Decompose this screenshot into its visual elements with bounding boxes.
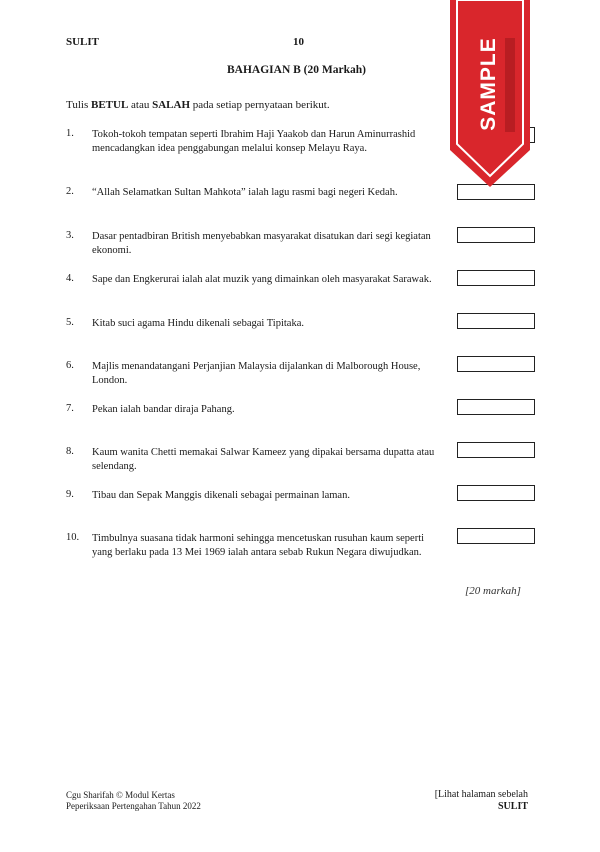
question-text: Timbulnya suasana tidak harmoni sehingga mencetuskan rusuhan kaum seperti yang berlaku pada 13 Mei 1969 ialah antara sebab Rukun Negara diwujudkan. bbox=[92, 533, 425, 558]
page-number: 10 bbox=[293, 36, 304, 48]
instruction-pre: Tulis bbox=[66, 99, 91, 111]
question-text: Tokoh-tokoh tempatan seperti Ibrahim Haji Yaakob dan Harun Aminurrashid mencadangkan idea penggabungan melalui konsep Melayu Raya. bbox=[92, 129, 416, 154]
question-text: Pekan ialah bandar diraja Pahang. bbox=[92, 404, 235, 415]
question-number: 4. bbox=[66, 273, 74, 284]
instruction bbox=[66, 99, 330, 111]
total-marks: [20 markah] bbox=[465, 585, 521, 597]
answer-box[interactable] bbox=[457, 356, 535, 372]
question-number: 10. bbox=[66, 532, 80, 543]
instruction-mid: atau bbox=[128, 99, 153, 111]
answer-box[interactable] bbox=[457, 270, 535, 286]
footer-credit-line2: Peperiksaan Pertengahan Tahun 2022 bbox=[66, 801, 201, 811]
question-number: 9. bbox=[66, 489, 74, 500]
answer-box[interactable] bbox=[457, 485, 535, 501]
question-number: 3. bbox=[66, 230, 74, 241]
footer-sulit: SULIT bbox=[497, 801, 528, 812]
sample-ribbon bbox=[447, 0, 533, 190]
question-text: Tibau dan Sepak Manggis dikenali sebagai permainan laman. bbox=[92, 490, 350, 501]
ribbon-side-bar bbox=[505, 38, 515, 132]
question-number: 6. bbox=[66, 360, 74, 371]
instruction-betul: BETUL bbox=[90, 99, 129, 111]
footer-credit-line1: Cgu Sharifah © Modul Kertas bbox=[66, 790, 175, 800]
question-number: 2. bbox=[66, 186, 74, 197]
section-title: BAHAGIAN B (20 Markah) bbox=[227, 64, 366, 76]
header-sulit: SULIT bbox=[66, 36, 100, 48]
answer-box[interactable] bbox=[457, 399, 535, 415]
question-number: 1. bbox=[66, 128, 74, 139]
question-text: Kitab suci agama Hindu dikenali sebagai Tipitaka. bbox=[92, 318, 304, 329]
question-text: Sape dan Engkerurai ialah alat muzik yang dimainkan oleh masyarakat Sarawak. bbox=[92, 274, 432, 285]
answer-box[interactable] bbox=[457, 313, 535, 329]
question-number: 8. bbox=[66, 446, 74, 457]
footer-next-page: [Lihat halaman sebelah bbox=[434, 789, 528, 800]
answer-box[interactable] bbox=[457, 442, 535, 458]
instruction-post: pada setiap pernyataan berikut. bbox=[190, 99, 330, 111]
question-text: “Allah Selamatkan Sultan Mahkota” ialah lagu rasmi bagi negeri Kedah. bbox=[92, 187, 398, 198]
question-number: 5. bbox=[66, 317, 74, 328]
question-number: 7. bbox=[66, 403, 74, 414]
footer-right bbox=[435, 789, 528, 813]
answer-box[interactable] bbox=[457, 528, 535, 544]
ribbon-label: SAMPLE bbox=[477, 37, 500, 131]
instruction-salah: SALAH bbox=[152, 99, 191, 111]
question-text: Dasar pentadbiran British menyebabkan masyarakat disatukan dari segi kegiatan ekonomi. bbox=[92, 231, 431, 256]
question-text: Kaum wanita Chetti memakai Salwar Kameez yang dipakai bersama dupatta atau selendang. bbox=[92, 447, 435, 472]
answer-box[interactable] bbox=[457, 227, 535, 243]
footer-credit bbox=[66, 790, 201, 812]
question-text: Majlis menandatangani Perjanjian Malaysia dijalankan di Malborough House, London. bbox=[92, 361, 421, 386]
